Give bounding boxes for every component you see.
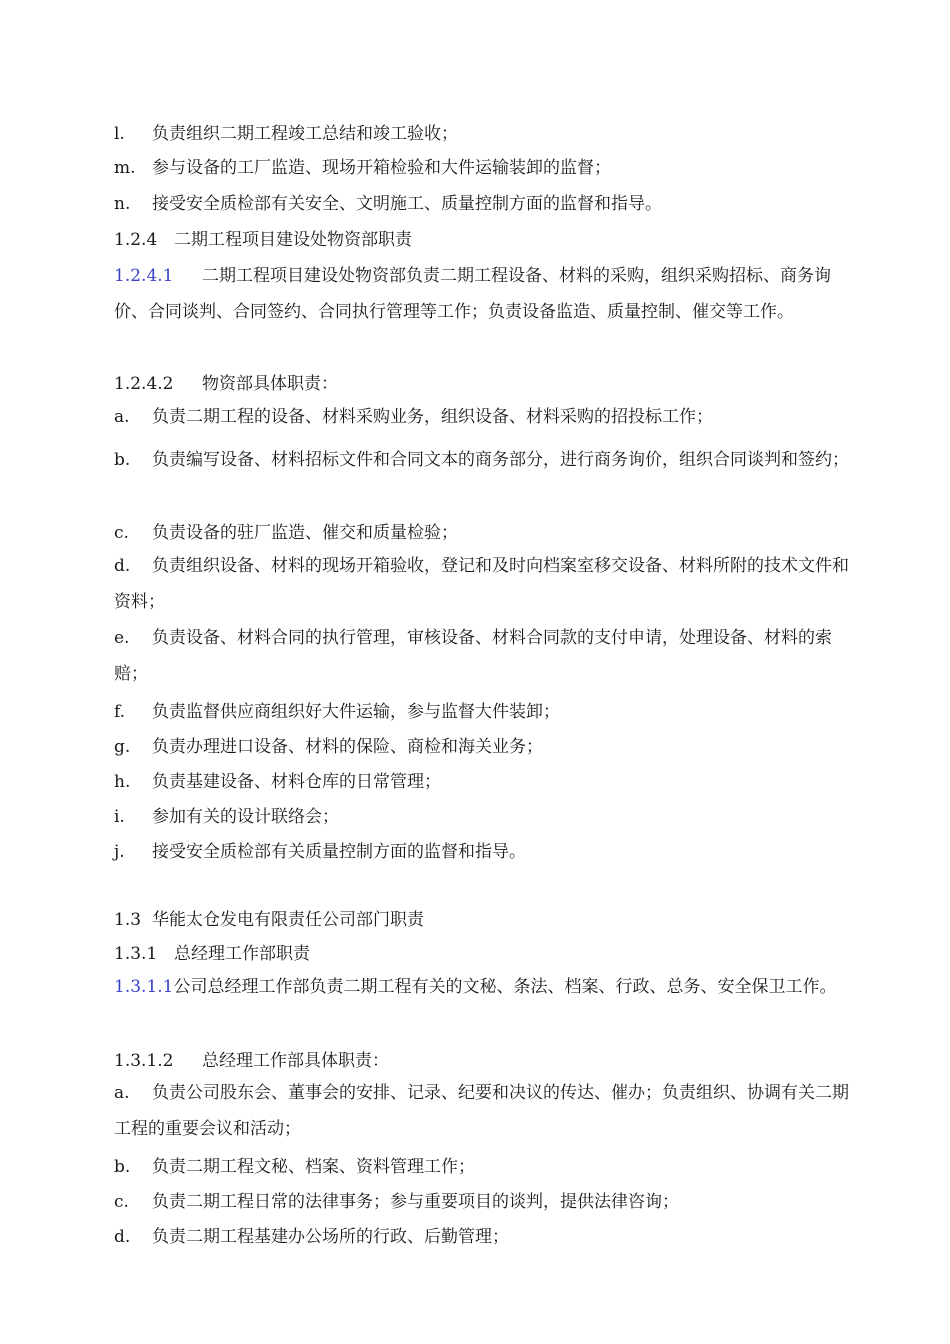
section-number: 1.3 (114, 910, 142, 930)
duty-item-g (114, 736, 860, 758)
duty-item-c (114, 522, 860, 544)
section-heading-1-3 (114, 909, 860, 931)
item-text: 负责监督供应商组织好大件运输，参与监督大件装卸； (152, 702, 560, 722)
item-text: 负责二期工程基建办公场所的行政、后勤管理； (152, 1227, 509, 1247)
item-text: 负责二期工程日常的法律事务；参与重要项目的谈判，提供法律咨询； (152, 1192, 679, 1212)
section-title: 二期工程项目建设处物资部职责 (174, 230, 412, 250)
item-m (114, 157, 860, 179)
item-text: 接受安全质检部有关安全、文明施工、质量控制方面的监督和指导。 (152, 194, 662, 214)
item-label: f. (114, 702, 126, 722)
duty-item-d-2 (114, 1226, 860, 1248)
section-number: 1.3.1.2 (114, 1051, 174, 1071)
section-heading-1-3-1-2 (114, 1050, 860, 1072)
paragraph-text: 二期工程项目建设处物资部负责二期工程设备、材料的采购，组织采购招标、商务询价、合同谈判、合同签约、合同执行管理等工作；负责设备监造、质量控制、催交等工作。 (114, 266, 831, 322)
section-number: 1.2.4.2 (114, 374, 174, 394)
item-label: c. (114, 523, 129, 543)
duty-item-a (114, 406, 860, 428)
item-label: l. (114, 124, 125, 144)
item-label: i. (114, 807, 125, 827)
item-label: b. (114, 450, 131, 470)
item-text: 负责二期工程的设备、材料采购业务，组织设备、材料采购的招投标工作； (152, 407, 713, 427)
item-text: 负责组织二期工程竣工总结和竣工验收； (152, 124, 458, 144)
duty-item-b-2 (114, 1156, 860, 1178)
paragraph-1-2-4-1 (114, 258, 860, 330)
item-label: g. (114, 737, 131, 757)
item-label: h. (114, 772, 131, 792)
item-text: 负责设备、材料合同的执行管理，审核设备、材料合同款的支付申请，处理设备、材料的索赔； (114, 628, 832, 684)
duty-item-a-2 (114, 1075, 860, 1147)
section-heading-1-2-4 (114, 229, 860, 251)
section-title: 华能太仓发电有限责任公司部门职责 (152, 910, 424, 930)
item-label: c. (114, 1192, 129, 1212)
item-l (114, 123, 860, 145)
item-text: 接受安全质检部有关质量控制方面的监督和指导。 (152, 842, 526, 862)
item-text: 参与设备的工厂监造、现场开箱检验和大件运输装卸的监督； (152, 158, 611, 178)
duty-item-h (114, 771, 860, 793)
item-text: 负责公司股东会、董事会的安排、记录、纪要和决议的传达、催办；负责组织、协调有关二期工程的重要会议和活动； (114, 1083, 849, 1139)
section-title: 物资部具体职责： (202, 374, 338, 394)
section-title: 总经理工作部具体职责： (202, 1051, 389, 1071)
item-text: 负责编写设备、材料招标文件和合同文本的商务部分，进行商务询价，组织合同谈判和签约； (152, 450, 849, 470)
item-label: d. (114, 556, 131, 576)
item-text: 负责组织设备、材料的现场开箱验收，登记和及时向档案室移交设备、材料所附的技术文件和资料； (114, 556, 849, 612)
item-text: 负责基建设备、材料仓库的日常管理； (152, 772, 441, 792)
item-label: n. (114, 194, 131, 214)
duty-item-e (114, 620, 860, 692)
item-label: m. (114, 158, 136, 178)
item-text: 负责二期工程文秘、档案、资料管理工作； (152, 1157, 475, 1177)
item-label: e. (114, 628, 130, 648)
paragraph-1-3-1-1 (114, 969, 860, 1005)
section-heading-1-3-1 (114, 943, 860, 965)
item-text: 参加有关的设计联络会； (152, 807, 339, 827)
section-number: 1.3.1 (114, 944, 158, 964)
duty-item-f (114, 701, 860, 723)
item-label: j. (114, 842, 125, 862)
section-title: 总经理工作部职责 (174, 944, 310, 964)
item-text: 负责设备的驻厂监造、催交和质量检验； (152, 523, 458, 543)
section-number-link[interactable]: 1.2.4.1 (114, 266, 174, 286)
duty-item-b (114, 442, 860, 478)
paragraph-text: 公司总经理工作部负责二期工程有关的文秘、条法、档案、行政、总务、安全保卫工作。 (173, 977, 837, 997)
section-heading-1-2-4-2 (114, 373, 860, 395)
item-label: a. (114, 407, 130, 427)
item-n (114, 193, 860, 215)
duty-item-d (114, 548, 860, 620)
duty-item-c-2 (114, 1191, 860, 1213)
item-label: a. (114, 1083, 130, 1103)
duty-item-j (114, 841, 860, 863)
duty-item-i (114, 806, 860, 828)
section-number-link[interactable]: 1.3.1.1 (114, 977, 174, 997)
item-text: 负责办理进口设备、材料的保险、商检和海关业务； (152, 737, 543, 757)
section-number: 1.2.4 (114, 230, 158, 250)
item-label: b. (114, 1157, 131, 1177)
item-label: d. (114, 1227, 131, 1247)
